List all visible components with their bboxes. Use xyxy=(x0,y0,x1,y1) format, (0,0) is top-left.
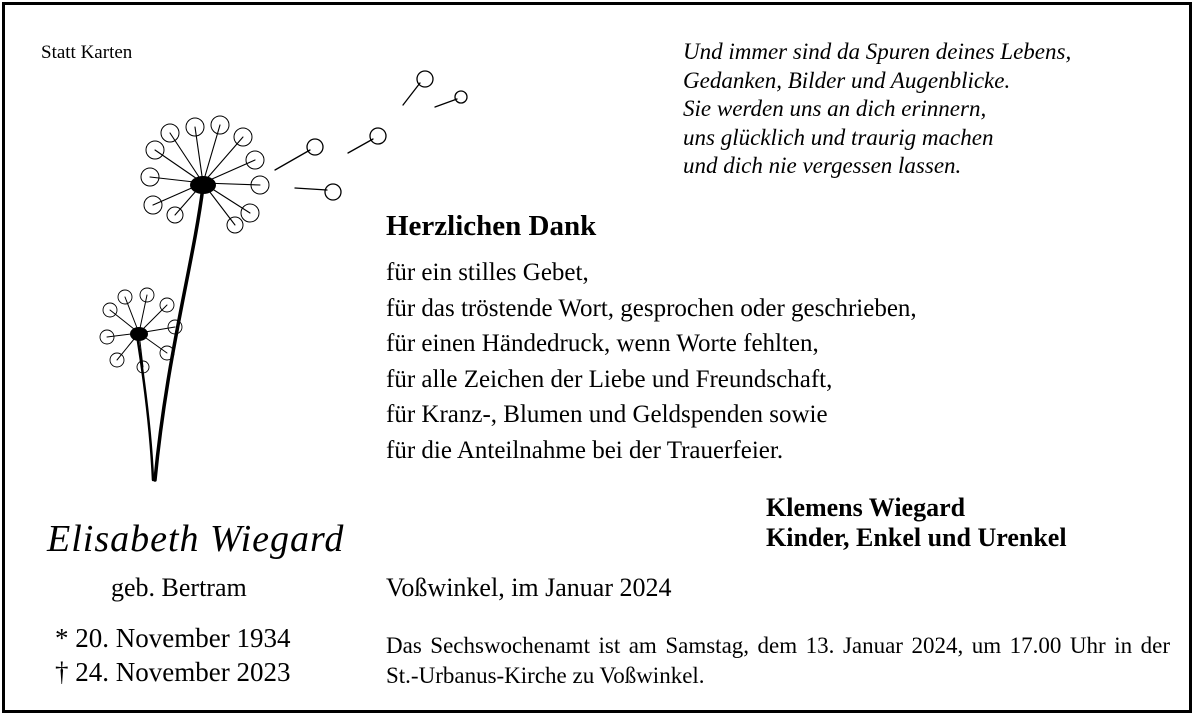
thanks-list xyxy=(386,255,917,468)
thanks-line: für das tröstende Wort, gesprochen oder geschrieben, xyxy=(386,294,917,322)
deceased-name: Elisabeth Wiegard xyxy=(47,518,345,560)
thanks-line: für ein stilles Gebet, xyxy=(386,259,589,286)
place-date: Voßwinkel, im Januar 2024 xyxy=(386,573,672,602)
poem-line: uns glücklich und traurig machen xyxy=(683,124,994,150)
thanks-line: für einen Händedruck, wenn Worte fehlten, xyxy=(386,330,819,357)
poem-line: und dich nie vergessen lassen. xyxy=(683,153,962,178)
maiden-name: geb. Bertram xyxy=(111,573,247,602)
signers xyxy=(766,493,1067,553)
thanks-line: für alle Zeichen der Liebe und Freundschaft, xyxy=(386,365,833,393)
thanks-line: für Kranz-, Blumen und Geldspenden sowie xyxy=(386,401,828,428)
statt-karten-label: Statt Karten xyxy=(41,42,133,63)
birth-date: * 20. November 1934 xyxy=(55,623,291,653)
poem-line: Gedanken, Bilder und Augenblicke. xyxy=(683,67,1011,93)
obituary-card xyxy=(2,2,1192,713)
service-note: Das Sechswochenamt ist am Samstag, dem 13. Januar 2024, um 17.00 Uhr in der St.-Urbanus-Kirche zu Voßwinkel. xyxy=(386,633,1170,688)
poem-line: Und immer sind da Spuren deines Lebens, xyxy=(683,39,1072,64)
poem xyxy=(683,38,1071,181)
poem-line: Sie werden uns an dich erinnern, xyxy=(683,96,987,121)
death-date: † 24. November 2023 xyxy=(55,657,291,687)
thanks-heading: Herzlichen Dank xyxy=(386,210,597,242)
thanks-line: für die Anteilnahme bei der Trauerfeier. xyxy=(386,436,784,464)
signer-line: Kinder, Enkel und Urenkel xyxy=(766,523,1067,552)
signer-line: Klemens Wiegard xyxy=(766,493,966,522)
